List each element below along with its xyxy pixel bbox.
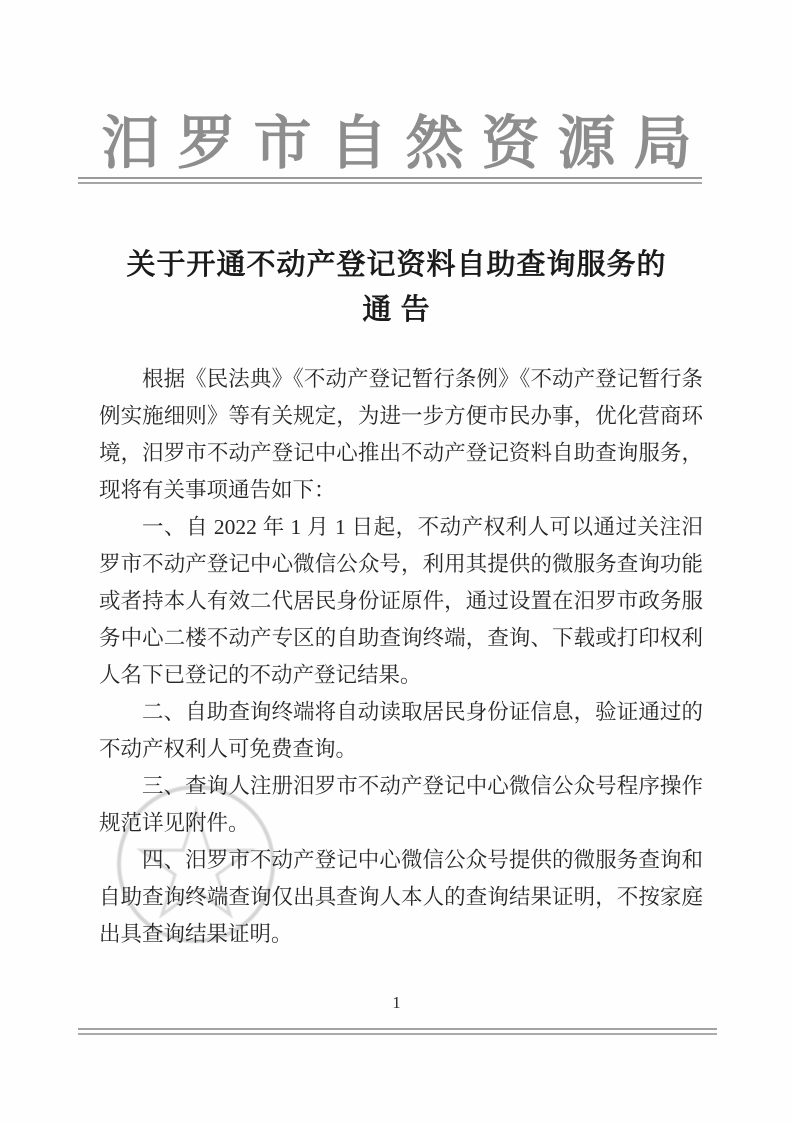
paragraph-item-4: 四、汨罗市不动产登记中心微信公众号提供的微服务查询和自助查询终端查询仅出具查询人本人的查询结果证明，不按家庭出具查询结果证明。 <box>99 848 703 946</box>
letterhead-divider <box>78 177 702 184</box>
paragraph-item-3: 三、查询人注册汨罗市不动产登记中心微信公众号程序操作规范详见附件。 <box>99 774 703 835</box>
notice-body <box>99 361 703 953</box>
document-title <box>0 243 793 333</box>
paragraph-item-1: 一、自 2022 年 1 月 1 日起，不动产权利人可以通过关注汨罗市不动产登记中心微信公众号，利用其提供的微服务查询功能或者持本人有效二代居民身份证原件，通过设置在汨罗市政务服务中心二楼不动产专区的自助查询终端，查询、下载或打印权利人名下已登记的不动产登记结果。 <box>99 515 703 687</box>
page-bottom-scan-edge <box>78 1028 717 1035</box>
letterhead-title: 汨罗市自然资源局 <box>101 111 710 176</box>
document-title-line2: 通 告 <box>362 294 431 326</box>
paragraph-intro: 根据《民法典》《不动产登记暂行条例》《不动产登记暂行条例实施细则》等有关规定，为进一步方便市民办事，优化营商环境，汨罗市不动产登记中心推出不动产登记资料自助查询服务，现将有关事项通告如下： <box>99 367 703 502</box>
page-number: 1 <box>392 993 401 1012</box>
document-title-line1: 关于开通不动产登记资料自助查询服务的 <box>126 249 667 281</box>
paragraph-item-2: 二、自助查询终端将自动读取居民身份证信息，验证通过的不动产权利人可免费查询。 <box>99 700 703 761</box>
